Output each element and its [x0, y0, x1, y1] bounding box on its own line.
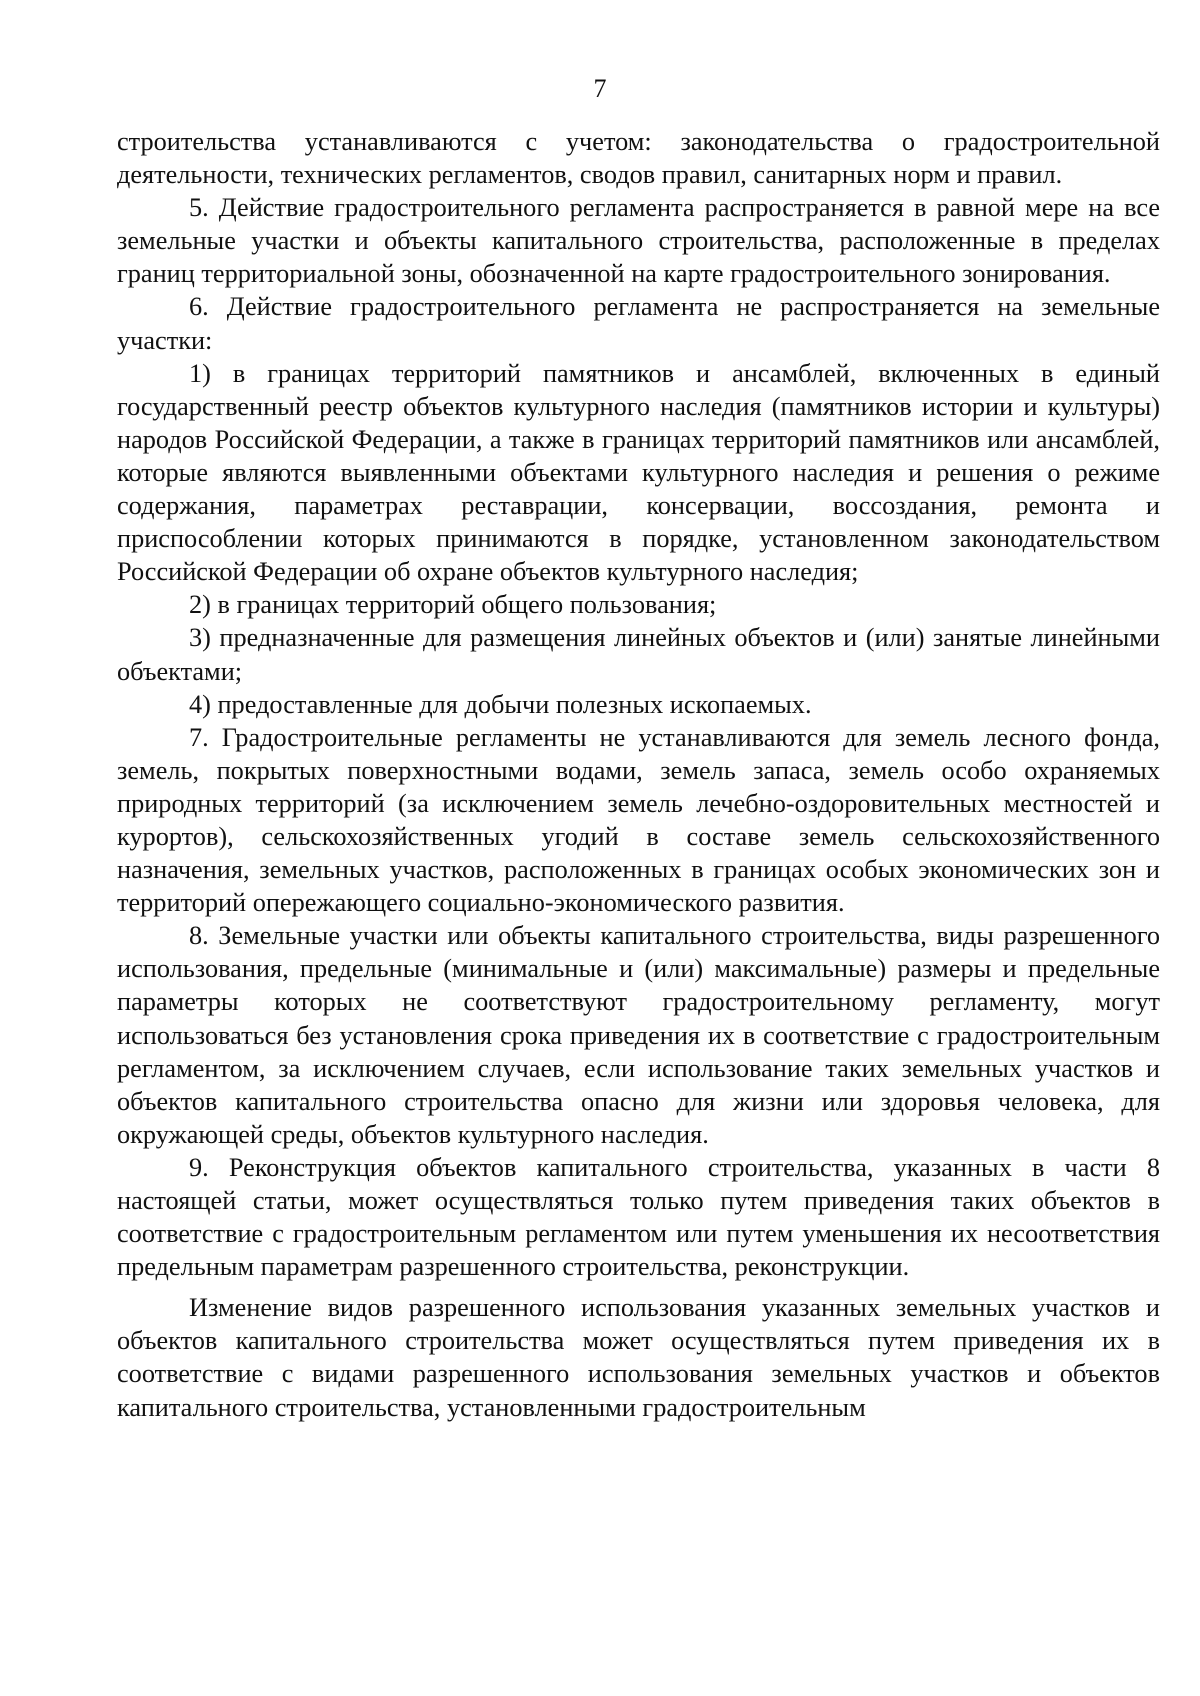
- subitem-1: 1) в границах территорий памятников и ансамблей, включенных в единый государственный реестр объектов культурного наследия (памятников истории и культуры) народов Российской Федерации, а также в границах территорий памятников или ансамблей, которые являются выявленными объектами культурного наследия и решения о режиме содержания, параметрах реставрации, консервации, воссоздания, ремонта и приспособлении которых принимаются в порядке, установленном законодательством Российской Федерации об охране объектов культурного наследия;: [117, 358, 1160, 587]
- subitem-3: 3) предназначенные для размещения линейных объектов и (или) занятые линейными объектами;: [117, 623, 1160, 686]
- paragraph-item-5: 5. Действие градостроительного регламента распространяется в равной мере на все земельные участки и объекты капитального строительства, расположенные в пределах границ территориальной зоны, обозначенной на карте градостроительного зонирования.: [117, 193, 1160, 289]
- page-number: 7: [593, 74, 607, 103]
- paragraph-item-6: 6. Действие градостроительного регламента не распространяется на земельные участки:: [117, 292, 1160, 355]
- subitem-4: 4) предоставленные для добычи полезных ископаемых.: [189, 689, 812, 719]
- paragraph-item-7: 7. Градостроительные регламенты не устанавливаются для земель лесного фонда, земель, покрытых поверхностными водами, земель запаса, земель особо охраняемых природных территорий (за исключением земель лечебно-оздоровительных местностей и курортов), сельскохозяйственных угодий в составе земель сельскохозяйственного назначения, земельных участков, расположенных в границах особых экономических зон и территорий опережающего социально-экономического развития.: [117, 722, 1160, 918]
- paragraph-item-8: 8. Земельные участки или объекты капитального строительства, виды разрешенного использования, предельные (минимальные и (или) максимальные) размеры и предельные параметры которых не соответствуют градостроительному регламенту, могут использоваться без установления срока приведения их в соответствие с градостроительным регламентом, за исключением случаев, если использование таких земельных участков и объектов капитального строительства опасно для жизни или здоровья человека, для окружающей среды, объектов культурного наследия.: [117, 921, 1160, 1149]
- subitem-2: 2) в границах территорий общего пользования;: [189, 590, 717, 620]
- paragraph: строительства устанавливаются с учетом: законодательства о градостроительной деятельности, технических регламентов, сводов правил, санитарных норм и правил.: [117, 127, 1160, 190]
- paragraph-item-9: 9. Реконструкция объектов капитального строительства, указанных в части 8 настоящей статьи, может осуществляться только путем приведения таких объектов в соответствие с градостроительным регламентом или путем уменьшения их несоответствия предельным параметрам разрешенного строительства, реконструкции.: [117, 1152, 1160, 1282]
- body-text: [117, 125, 1160, 1424]
- paragraph-change-of-use: Изменение видов разрешенного использования указанных земельных участков и объектов капитального строительства может осуществляться путем приведения их в соответствие с видами разрешенного использования земельных участков и объектов капитального строительства, установленными градостроительным: [117, 1293, 1160, 1422]
